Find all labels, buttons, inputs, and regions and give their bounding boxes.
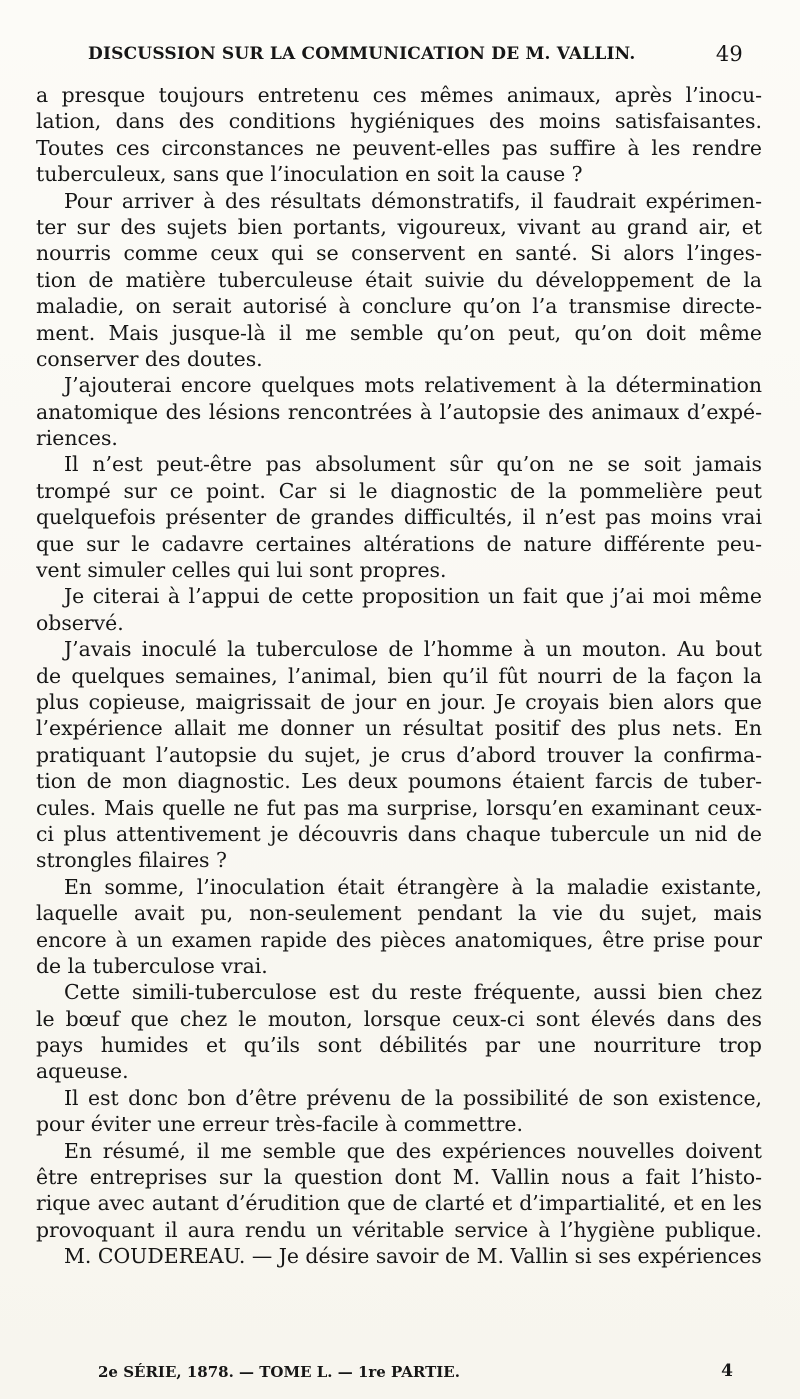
text-line: pratiquant l’autopsie du sujet, je crus d’abord trouver la confirma- bbox=[36, 742, 762, 767]
text-line: En somme, l’inoculation était étrangère à la maladie existante, bbox=[64, 874, 762, 899]
text-line: riences. bbox=[36, 426, 118, 451]
text-line: nourris comme ceux qui se conservent en santé. Si alors l’inges- bbox=[36, 241, 762, 266]
text-line: pays humides et qu’ils sont débilités par une nourriture trop bbox=[36, 1033, 762, 1058]
text-line: cules. Mais quelle ne fut pas ma surprise, lorsqu’en examinant ceux- bbox=[36, 795, 762, 820]
running-head bbox=[88, 42, 743, 72]
text-line: ter sur des sujets bien portants, vigoureux, vivant au grand air, et bbox=[36, 214, 762, 239]
text-line: conserver des doutes. bbox=[36, 346, 263, 371]
text-line: Il n’est peut-être pas absolument sûr qu’on ne se soit jamais bbox=[64, 452, 762, 477]
text-line: de quelques semaines, l’animal, bien qu’il fût nourri de la façon la bbox=[36, 663, 762, 688]
text-line: tion de matière tuberculeuse était suivie du développement de la bbox=[36, 267, 762, 292]
text-line: J’avais inoculé la tuberculose de l’homme à un mouton. Au bout bbox=[64, 637, 762, 662]
text-line: provoquant il aura rendu un véritable service à l’hygiène publique. bbox=[36, 1217, 762, 1242]
text-line: aqueuse. bbox=[36, 1059, 129, 1084]
text-line: que sur le cadavre certaines altérations de nature différente peu- bbox=[36, 531, 762, 556]
text-line: trompé sur ce point. Car si le diagnostic de la pommelière peut bbox=[36, 478, 762, 503]
text-line: lation, dans des conditions hygiéniques des moins satisfaisantes. bbox=[36, 109, 762, 134]
text-line: pour éviter une erreur très-facile à commettre. bbox=[36, 1112, 523, 1137]
text-line: anatomique des lésions rencontrées à l’autopsie des animaux d’expé- bbox=[36, 399, 762, 424]
text-line: J’ajouterai encore quelques mots relativement à la détermination bbox=[64, 373, 762, 398]
text-line: de la tuberculose vrai. bbox=[36, 953, 268, 978]
text-line: l’expérience allait me donner un résultat positif des plus nets. En bbox=[36, 716, 762, 741]
text-line: être entreprises sur la question dont M. Vallin nous a fait l’histo- bbox=[36, 1165, 762, 1190]
running-head-title: DISCUSSION SUR LA COMMUNICATION DE M. VALLIN. bbox=[88, 44, 636, 64]
text-line: laquelle avait pu, non-seulement pendant la vie du sujet, mais bbox=[36, 901, 762, 926]
text-line: le bœuf que chez le mouton, lorsque ceux-ci sont élevés dans des bbox=[36, 1006, 762, 1031]
footer-signature-mark: 4 bbox=[721, 1361, 733, 1381]
text-line: ment. Mais jusque-là il me semble qu’on peut, qu’on doit même bbox=[36, 320, 762, 345]
text-line: strongles filaires ? bbox=[36, 848, 227, 873]
text-line: tuberculeux, sans que l’inoculation en soit la cause ? bbox=[36, 162, 583, 187]
text-line: En résumé, il me semble que des expériences nouvelles doivent bbox=[64, 1138, 762, 1163]
text-line: ci plus attentivement je découvris dans chaque tubercule un nid de bbox=[36, 821, 762, 846]
footer-publication-info: 2e SÉRIE, 1878. — TOME L. — 1re PARTIE. bbox=[98, 1363, 460, 1381]
body-text bbox=[36, 82, 762, 1270]
text-line: vent simuler celles qui lui sont propres. bbox=[36, 558, 447, 583]
text-line: rique avec autant d’érudition que de clarté et d’impartialité, et en les bbox=[36, 1191, 762, 1216]
text-line: M. COUDEREAU. — Je désire savoir de M. Vallin si ses expériences bbox=[64, 1244, 762, 1269]
text-line: observé. bbox=[36, 610, 124, 635]
text-line: Cette simili-tuberculose est du reste fréquente, aussi bien chez bbox=[64, 980, 762, 1005]
text-line: Il est donc bon d’être prévenu de la possibilité de son existence, bbox=[64, 1085, 762, 1110]
page-number: 49 bbox=[715, 42, 743, 66]
text-line: quelquefois présenter de grandes difficultés, il n’est pas moins vrai bbox=[36, 505, 762, 530]
text-line: a presque toujours entretenu ces mêmes animaux, après l’inocu- bbox=[36, 83, 762, 107]
text-line: tion de mon diagnostic. Les deux poumons étaient farcis de tuber- bbox=[36, 769, 762, 794]
text-line: Je citerai à l’appui de cette proposition un fait que j’ai moi même bbox=[64, 584, 762, 609]
text-line: plus copieuse, maigrissait de jour en jour. Je croyais bien alors que bbox=[36, 689, 762, 714]
page-footer bbox=[98, 1363, 733, 1385]
text-line: maladie, on serait autorisé à conclure qu’on l’a transmise directe- bbox=[36, 294, 762, 319]
text-line: Toutes ces circonstances ne peuvent-elles pas suffire à les rendre bbox=[36, 135, 762, 160]
text-line: Pour arriver à des résultats démonstratifs, il faudrait expérimen- bbox=[64, 188, 762, 213]
text-line: encore à un examen rapide des pièces anatomiques, être prise pour bbox=[36, 927, 762, 952]
